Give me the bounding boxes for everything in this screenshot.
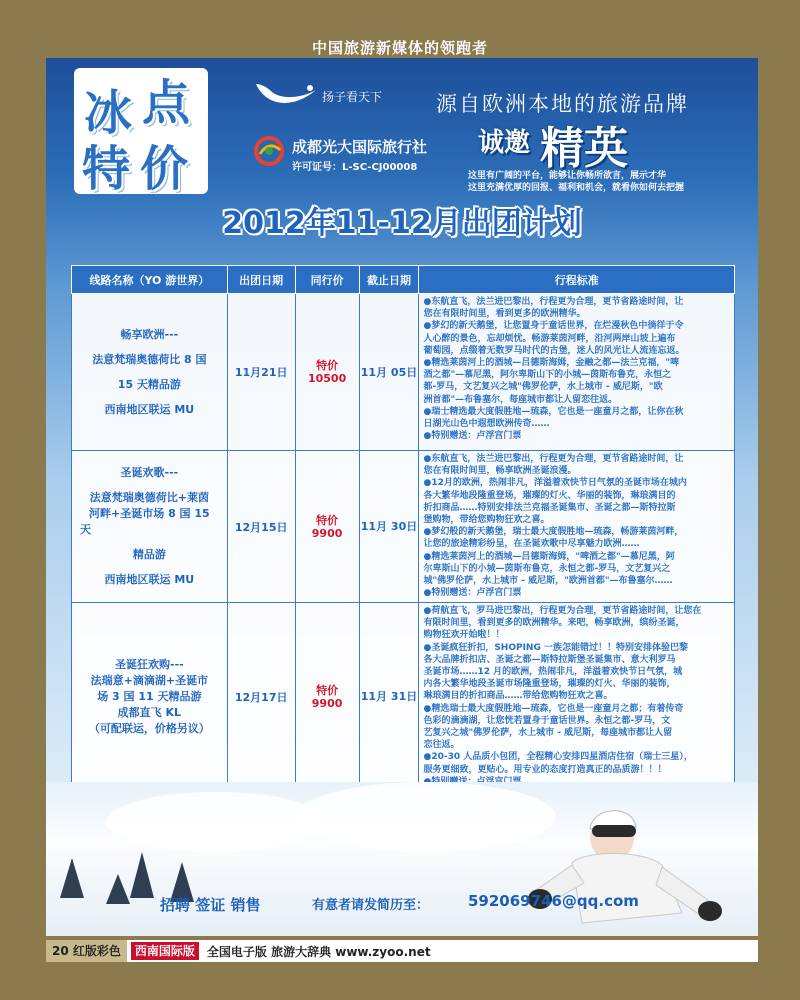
agency-logo-icon	[252, 134, 286, 168]
logo	[76, 70, 206, 197]
standard-line: ●20-30 人品质小包团，全程精心安排四星酒店住宿（瑞士三星），	[423, 752, 693, 763]
standard-line: 葡萄园，点缀着无数罗马时代的古堡，迷人的风光让人流连忘返。	[423, 345, 685, 356]
poster	[46, 58, 758, 936]
route-line: （可配联运，价格另议）	[88, 721, 210, 735]
price-cell	[295, 294, 359, 451]
small-slogan: 扬子看天下	[322, 90, 383, 104]
price-value: 9900	[311, 696, 343, 710]
standard-line: 酒之都"—慕尼黑，阿尔卑斯山下的小城—茵斯布鲁克，永恒之	[423, 370, 672, 381]
standard-line: 尔卑斯山下的小城—茵斯布鲁克，永恒之都-罗马，文艺复兴之	[423, 563, 671, 574]
standard-line: 堡购物，带给您购物狂欢之喜。	[423, 515, 550, 526]
route-cell	[72, 603, 228, 791]
route-line: 河畔+圣诞市场 8 国 15	[89, 507, 210, 520]
standard-line: 色彩的滴滴湖，让您恍若置身于童话世界。永恒之都-罗马，文	[423, 715, 671, 726]
logo-char: 特	[82, 141, 131, 197]
top-tagline-bar	[0, 0, 800, 60]
deadline: 11月 05日	[359, 294, 419, 451]
route-line: 15 天精品游	[117, 377, 181, 391]
recruit-roles: 招聘 签证 销售	[160, 896, 261, 914]
agency-block	[252, 134, 492, 184]
big-slogan: 源自欧洲本地的旅游品牌	[436, 92, 689, 116]
recruit-heading-b: 精英	[540, 123, 628, 174]
price-value: 10500	[307, 372, 347, 385]
route-line: 圣诞狂欢购---	[115, 657, 184, 671]
resume-prompt: 有意者请发简历至：	[312, 898, 430, 913]
standard-line: ●圣诞疯狂折扣，SHOPING 一族怎能错过！！特别安排体验巴黎	[423, 642, 688, 653]
standard-line: 有限时间里，看到更多的欧洲精华。来吧，畅享欧洲，缤纷圣诞，	[423, 618, 685, 629]
standard-line: ●精选瑞士最大度假胜地—琉森，它也是一座童月之都；有着传奇	[423, 703, 684, 714]
deadline: 11月 31日	[359, 603, 419, 791]
departure-date: 11月21日	[227, 294, 295, 451]
recruit-bar	[46, 886, 758, 920]
standard-line: ●12月的欧洲，热闹非凡，洋溢着欢快节日气氛的圣诞市场在城内	[423, 478, 687, 489]
edition-badge: 西南国际版	[131, 942, 199, 960]
column-header: 行程标准	[419, 266, 735, 294]
route-line: 圣诞欢歌---	[120, 466, 179, 479]
route-line: 场 3 国 11 天精品游	[97, 689, 202, 703]
top-tagline: 中国旅游新媒体的领跑者	[311, 39, 488, 57]
recruit-heading-a: 诚邀	[478, 128, 531, 158]
standard-line: 恋往返。	[423, 740, 460, 751]
agency-name: 成都光大国际旅行社	[292, 138, 428, 156]
standards-cell	[419, 294, 735, 451]
cloud	[106, 792, 326, 852]
departure-date: 12月15日	[227, 451, 295, 603]
bird-logo-icon	[252, 76, 322, 116]
recruit-tagline-2: 这里充满优厚的回报、福利和机会，就看你如何去把握	[468, 183, 685, 193]
route-line: 西南地区联运 MU	[104, 573, 195, 586]
table-header-row	[72, 266, 735, 294]
standard-line: ●特别赠送：卢浮宫门票	[423, 431, 522, 442]
column-header: 同行价	[295, 266, 359, 294]
standard-line: ●东航直飞，法兰进巴黎出，行程更为合理，更节省路途时间，让	[423, 454, 684, 464]
footer-bar	[46, 940, 758, 962]
column-header: 出团日期	[227, 266, 295, 294]
route-cell	[72, 451, 228, 603]
standard-line: ●荷航直飞，罗马进巴黎出，行程更为合理，更节省路途时间，让您在	[423, 606, 702, 616]
price-cell	[295, 603, 359, 791]
standard-line: ●特别赠送：卢浮宫门票	[423, 588, 522, 599]
standard-line: 您在有限时间里，畅享欧洲圣诞浪漫。	[423, 466, 577, 477]
standard-line: 日湖光山色中遐想欧洲传奇……	[423, 419, 550, 430]
price-label: 特价	[316, 513, 339, 527]
standard-line: 都-罗马，文艺复兴之城"佛罗伦萨，水上城市 - 威尼斯，"欧	[423, 382, 663, 393]
logo-char: 冰	[84, 85, 133, 141]
route-line: 畅享欧洲---	[120, 327, 179, 341]
standard-line: 城"佛罗伦萨，水上城市 - 威尼斯，"欧洲首都"—布鲁塞尔……	[423, 576, 673, 587]
standard-line: ●精选莱茵河上的酒城—吕德斯海姆，"啤酒之都"—慕尼黑，阿	[423, 551, 675, 562]
table-row	[72, 603, 735, 791]
route-line: 精品游	[132, 548, 166, 561]
route-line: 法意梵瑞奥德荷比 8 国	[92, 352, 207, 366]
page-number: 20 红版彩色	[46, 940, 127, 962]
recruit-tagline-1: 这里有广阔的平台，能够让你畅所欲言，展示才华	[468, 171, 667, 181]
standards-cell	[419, 603, 735, 791]
standard-line: 琳琅满目的折扣商品……带给您购物狂欢之喜。	[423, 691, 613, 702]
column-header: 线路名称（YO 游世界）	[72, 266, 228, 294]
standard-line: 洲首都"—布鲁塞尔，每座城市都让人留恋往返。	[423, 394, 618, 405]
standard-line: 各大繁华地段隆重登场，璀璨的灯火、华丽的装饰，琳琅满目的	[423, 490, 676, 501]
standard-line: ●东航直飞，法兰进巴黎出，行程更为合理，更节省路途时间，让	[423, 297, 684, 307]
tour-table	[71, 265, 735, 791]
route-cell	[72, 294, 228, 451]
page-title: 2012年11-12月出团计划	[222, 206, 582, 241]
route-line: 西南地区联运 MU	[104, 402, 195, 416]
contact-email[interactable]: 592069746@qq.com	[468, 892, 639, 910]
standard-line: 圣诞市场……12 月的欧洲，热闹非凡，洋溢着欢快节日气氛，城	[423, 667, 683, 678]
deadline: 11月 30日	[359, 451, 419, 603]
standard-line: ●梦幻的新天鹅堡，让您置身于童话世界，在烂漫秋色中徜徉于令	[423, 321, 684, 332]
standard-line: 折扣商品……特别安排法兰克福圣诞集市、圣诞之都—斯特拉斯	[423, 502, 676, 513]
standard-line: 让您的旅途精彩纷呈，在圣诞欢歌中尽享魅力欧洲……	[423, 539, 640, 550]
route-line: 成都直飞 KL	[117, 705, 182, 719]
route-line: 天	[80, 523, 91, 536]
standard-line: 艺复兴之城"佛罗伦萨，水上城市 - 威尼斯，每座城市都让人留	[423, 728, 673, 739]
standard-line: 购物狂欢开始啦！！	[423, 630, 505, 641]
standard-line: 内各大繁华地段圣诞市场隆重登场，璀璨的灯火、华丽的装饰，	[423, 679, 676, 690]
price-label: 特价	[316, 683, 339, 697]
table-row	[72, 451, 735, 603]
standard-line: ●梦幻般的新天鹅堡，瑞士最大度假胜地—琉森，畅游莱茵河畔，	[423, 527, 684, 538]
footer-text: 全国电子版 旅游大辞典 www.zyoo.net	[206, 944, 431, 959]
standard-line: 您在有限时间里，看到更多的欧洲精华。	[423, 309, 586, 320]
price-value: 9900	[311, 526, 343, 540]
recruit-tagline	[468, 170, 684, 194]
standard-line: 各大品牌折扣店、圣诞之都—斯特拉斯堡圣诞集市、意大利罗马	[423, 654, 676, 665]
route-line: 法瑞意+滴滴湖+圣诞市	[90, 673, 209, 687]
price-label: 特价	[316, 359, 339, 372]
standard-line: 人心醉的景色，忘却烦忧。畅游莱茵河畔，沿河两岸山坡上遍布	[423, 333, 676, 344]
standards-cell	[419, 451, 735, 603]
column-header: 截止日期	[359, 266, 419, 294]
price-cell	[295, 451, 359, 603]
logo-char: 点	[142, 75, 191, 131]
standard-line: ●瑞士精选最大度假胜地—琉森，它也是一座童月之都，让你在秋	[423, 406, 684, 417]
agency-license: 许可证号：L-SC-CJ00008	[292, 162, 418, 173]
table-row	[72, 294, 735, 451]
standard-line: 服务更细致，更贴心。用专业的态度打造真正的品质游！！！	[423, 764, 667, 775]
departure-date: 12月17日	[227, 603, 295, 791]
logo-char: 价	[140, 141, 189, 197]
standard-line: ●精选莱茵河上的酒城—吕德斯海姆，金融之都—法兰克福，"啤	[423, 358, 680, 369]
route-line: 法意梵瑞奥德荷比+莱茵	[89, 491, 209, 504]
